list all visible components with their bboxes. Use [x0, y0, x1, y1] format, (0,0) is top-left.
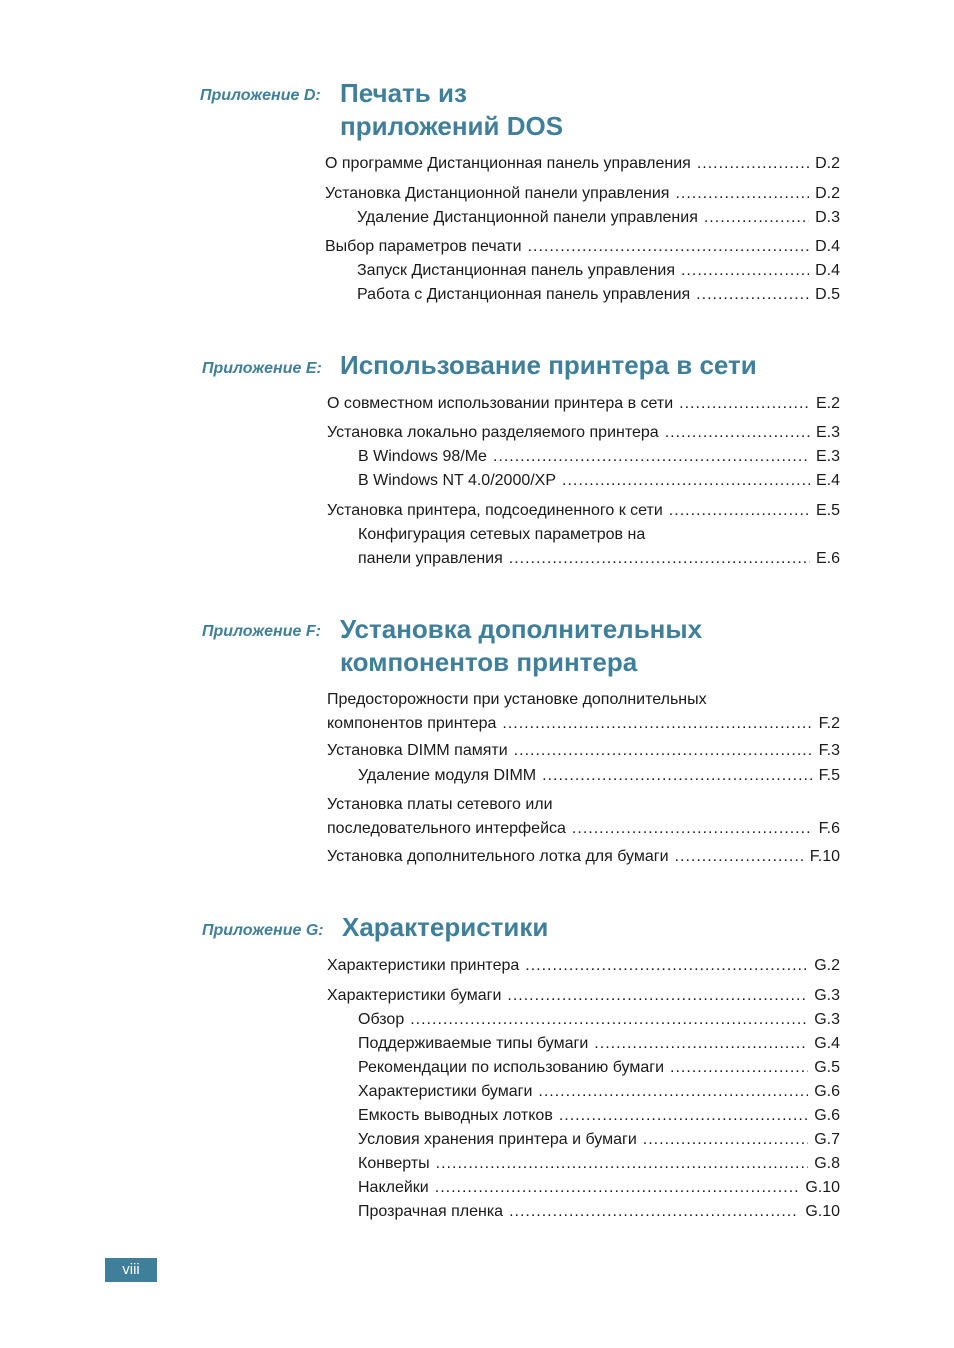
toc-entry[interactable]: [327, 845, 840, 869]
appendix-g-label: Приложение G:: [202, 922, 324, 939]
leader-dots: [670, 1056, 808, 1080]
toc-entry-text: Установка принтера, подсоединенного к сети: [327, 502, 663, 519]
leader-dots: [509, 1200, 799, 1224]
toc-subentry[interactable]: [358, 1104, 840, 1128]
toc-subentry[interactable]: [358, 1128, 840, 1152]
leader-dots: [704, 206, 809, 230]
toc-entry-page: G.3: [814, 987, 840, 1004]
toc-entry-text: Установка DIMM памяти: [327, 742, 508, 759]
toc-entry-text: Наклейки: [358, 1179, 429, 1196]
toc-entry-page: D.2: [815, 185, 840, 202]
toc-subentry[interactable]: [357, 283, 840, 307]
toc-entry-page: G.6: [814, 1083, 840, 1100]
toc-subentry[interactable]: [358, 1032, 840, 1056]
toc-entry-page: G.5: [814, 1059, 840, 1076]
toc-entry-text: Установка Дистанционной панели управления: [325, 185, 670, 202]
toc-entry-page: D.5: [815, 286, 840, 303]
appendix-f-title-line2: компонентов принтера: [340, 647, 638, 677]
leader-dots: [562, 469, 810, 493]
leader-dots: [696, 283, 809, 307]
toc-entry-text-line1: Предосторожности при установке дополнительных: [327, 691, 707, 708]
page-number-badge: viii: [105, 1258, 157, 1282]
toc-entry-text: Характеристики бумаги: [327, 987, 502, 1004]
appendix-f-label: Приложение F:: [202, 623, 321, 640]
toc-entry[interactable]: [327, 739, 840, 763]
leader-dots: [697, 152, 809, 176]
toc-entry-text: О совместном использовании принтера в сети: [327, 395, 674, 412]
appendix-g-title: Характеристики: [342, 912, 549, 942]
toc-entry-text: Запуск Дистанционная панель управления: [357, 262, 675, 279]
toc-entry-page: F.6: [818, 820, 840, 837]
leader-dots: [643, 1128, 808, 1152]
toc-entry-page: E.4: [815, 472, 840, 489]
leader-dots: [538, 1080, 808, 1104]
appendix-d-label: Приложение D:: [200, 87, 321, 104]
toc-entry-page: D.2: [815, 155, 840, 172]
toc-subentry[interactable]: [358, 523, 840, 571]
toc-entry[interactable]: [327, 954, 840, 978]
toc-subentry[interactable]: [358, 469, 840, 493]
toc-entry[interactable]: [325, 235, 840, 259]
toc-entry[interactable]: [327, 688, 840, 736]
toc-subentry[interactable]: [358, 1080, 840, 1104]
toc-entry-text: последовательного интерфейса: [327, 820, 566, 837]
toc-entry-text: О программе Дистанционная панель управления: [325, 155, 691, 172]
toc-entry[interactable]: [327, 499, 840, 523]
leader-dots: [681, 259, 809, 283]
toc-entry[interactable]: [325, 152, 840, 176]
leader-dots: [502, 712, 812, 736]
toc-entry-page: G.4: [814, 1035, 840, 1052]
toc-subentry[interactable]: [358, 445, 840, 469]
leader-dots: [493, 445, 810, 469]
toc-entry-text: Работа с Дистанционная панель управления: [357, 286, 691, 303]
appendix-e-label: Приложение E:: [202, 360, 322, 377]
leader-dots: [665, 421, 810, 445]
toc-entry-text: панели управления: [358, 550, 503, 567]
toc-entry[interactable]: [327, 984, 840, 1008]
toc-entry-text: В Windows 98/Me: [358, 448, 487, 465]
toc-entry-text: Характеристики бумаги: [358, 1083, 533, 1100]
appendix-d-title-line1: Печать из: [340, 78, 467, 108]
toc-entry-page: D.3: [815, 209, 840, 226]
leader-dots: [675, 845, 804, 869]
toc-entry-page: G.3: [814, 1011, 840, 1028]
toc-subentry[interactable]: [358, 1200, 840, 1224]
toc-entry-page: D.4: [815, 238, 840, 255]
toc-entry-text: Емкость выводных лотков: [358, 1107, 553, 1124]
toc-entry-text: Рекомендации по использованию бумаги: [358, 1059, 665, 1076]
toc-entry-text: Условия хранения принтера и бумаги: [358, 1131, 637, 1148]
toc-subentry[interactable]: [358, 1008, 840, 1032]
toc-entry-text: Обзор: [358, 1011, 405, 1028]
toc-entry-text: Конверты: [358, 1155, 430, 1172]
toc-entry-page: G.8: [814, 1155, 840, 1172]
toc-entry-text: Удаление модуля DIMM: [358, 767, 537, 784]
toc-entry-text: Установка дополнительного лотка для бумаги: [327, 848, 669, 865]
toc-entry-page: G.10: [805, 1203, 840, 1220]
leader-dots: [679, 392, 810, 416]
toc-entry-text: Характеристики принтера: [327, 957, 520, 974]
toc-entry-text: Прозрачная пленка: [358, 1203, 504, 1220]
leader-dots: [669, 499, 810, 523]
leader-dots: [528, 235, 810, 259]
toc-entry-page: E.2: [815, 395, 840, 412]
appendix-f-title-line1: Установка дополнительных: [340, 614, 703, 644]
toc-entry-page: G.2: [814, 957, 840, 974]
leader-dots: [435, 1176, 800, 1200]
leader-dots: [507, 984, 808, 1008]
toc-entry-page: G.6: [814, 1107, 840, 1124]
toc-entry-text-line1: Установка платы сетевого или: [327, 796, 553, 813]
toc-entry-page: E.3: [815, 424, 840, 441]
appendix-d-title-line2: приложений DOS: [340, 111, 564, 141]
toc-entry-page: F.2: [818, 715, 840, 732]
appendix-e-title: Использование принтера в сети: [340, 350, 757, 380]
toc-entry-page: D.4: [815, 262, 840, 279]
leader-dots: [514, 739, 813, 763]
toc-entry-text: Удаление Дистанционной панели управления: [357, 209, 698, 226]
toc-entry[interactable]: [325, 182, 840, 206]
toc-entry-page: F.5: [818, 767, 840, 784]
leader-dots: [675, 182, 809, 206]
toc-subentry[interactable]: [358, 764, 840, 788]
toc-entry-page: G.10: [805, 1179, 840, 1196]
toc-subentry[interactable]: [358, 1152, 840, 1176]
toc-entry-page: E.3: [815, 448, 840, 465]
leader-dots: [436, 1152, 809, 1176]
toc-subentry[interactable]: [357, 259, 840, 283]
toc-subentry[interactable]: [357, 206, 840, 230]
leader-dots: [572, 817, 813, 841]
leader-dots: [559, 1104, 808, 1128]
toc-entry[interactable]: [327, 793, 840, 841]
toc-entry-text: компонентов принтера: [327, 715, 497, 732]
toc-entry-page: F.10: [809, 848, 840, 865]
toc-entry-text: Выбор параметров печати: [325, 238, 522, 255]
toc-entry-page: E.5: [815, 502, 840, 519]
toc-entry-text-line1: Конфигурация сетевых параметров на: [358, 526, 646, 543]
toc-entry-page: F.3: [818, 742, 840, 759]
toc-entry-page: G.7: [814, 1131, 840, 1148]
leader-dots: [594, 1032, 808, 1056]
toc-entry[interactable]: [327, 392, 840, 416]
toc-entry-text: Поддерживаемые типы бумаги: [358, 1035, 589, 1052]
leader-dots: [542, 764, 813, 788]
leader-dots: [525, 954, 808, 978]
toc-entry-page: E.6: [815, 550, 840, 567]
leader-dots: [509, 547, 810, 571]
toc-entry-text: Установка локально разделяемого принтера: [327, 424, 659, 441]
toc-subentry[interactable]: [358, 1176, 840, 1200]
toc-subentry[interactable]: [358, 1056, 840, 1080]
toc-entry-text: В Windows NT 4.0/2000/XP: [358, 472, 557, 489]
leader-dots: [410, 1008, 808, 1032]
toc-entry[interactable]: [327, 421, 840, 445]
